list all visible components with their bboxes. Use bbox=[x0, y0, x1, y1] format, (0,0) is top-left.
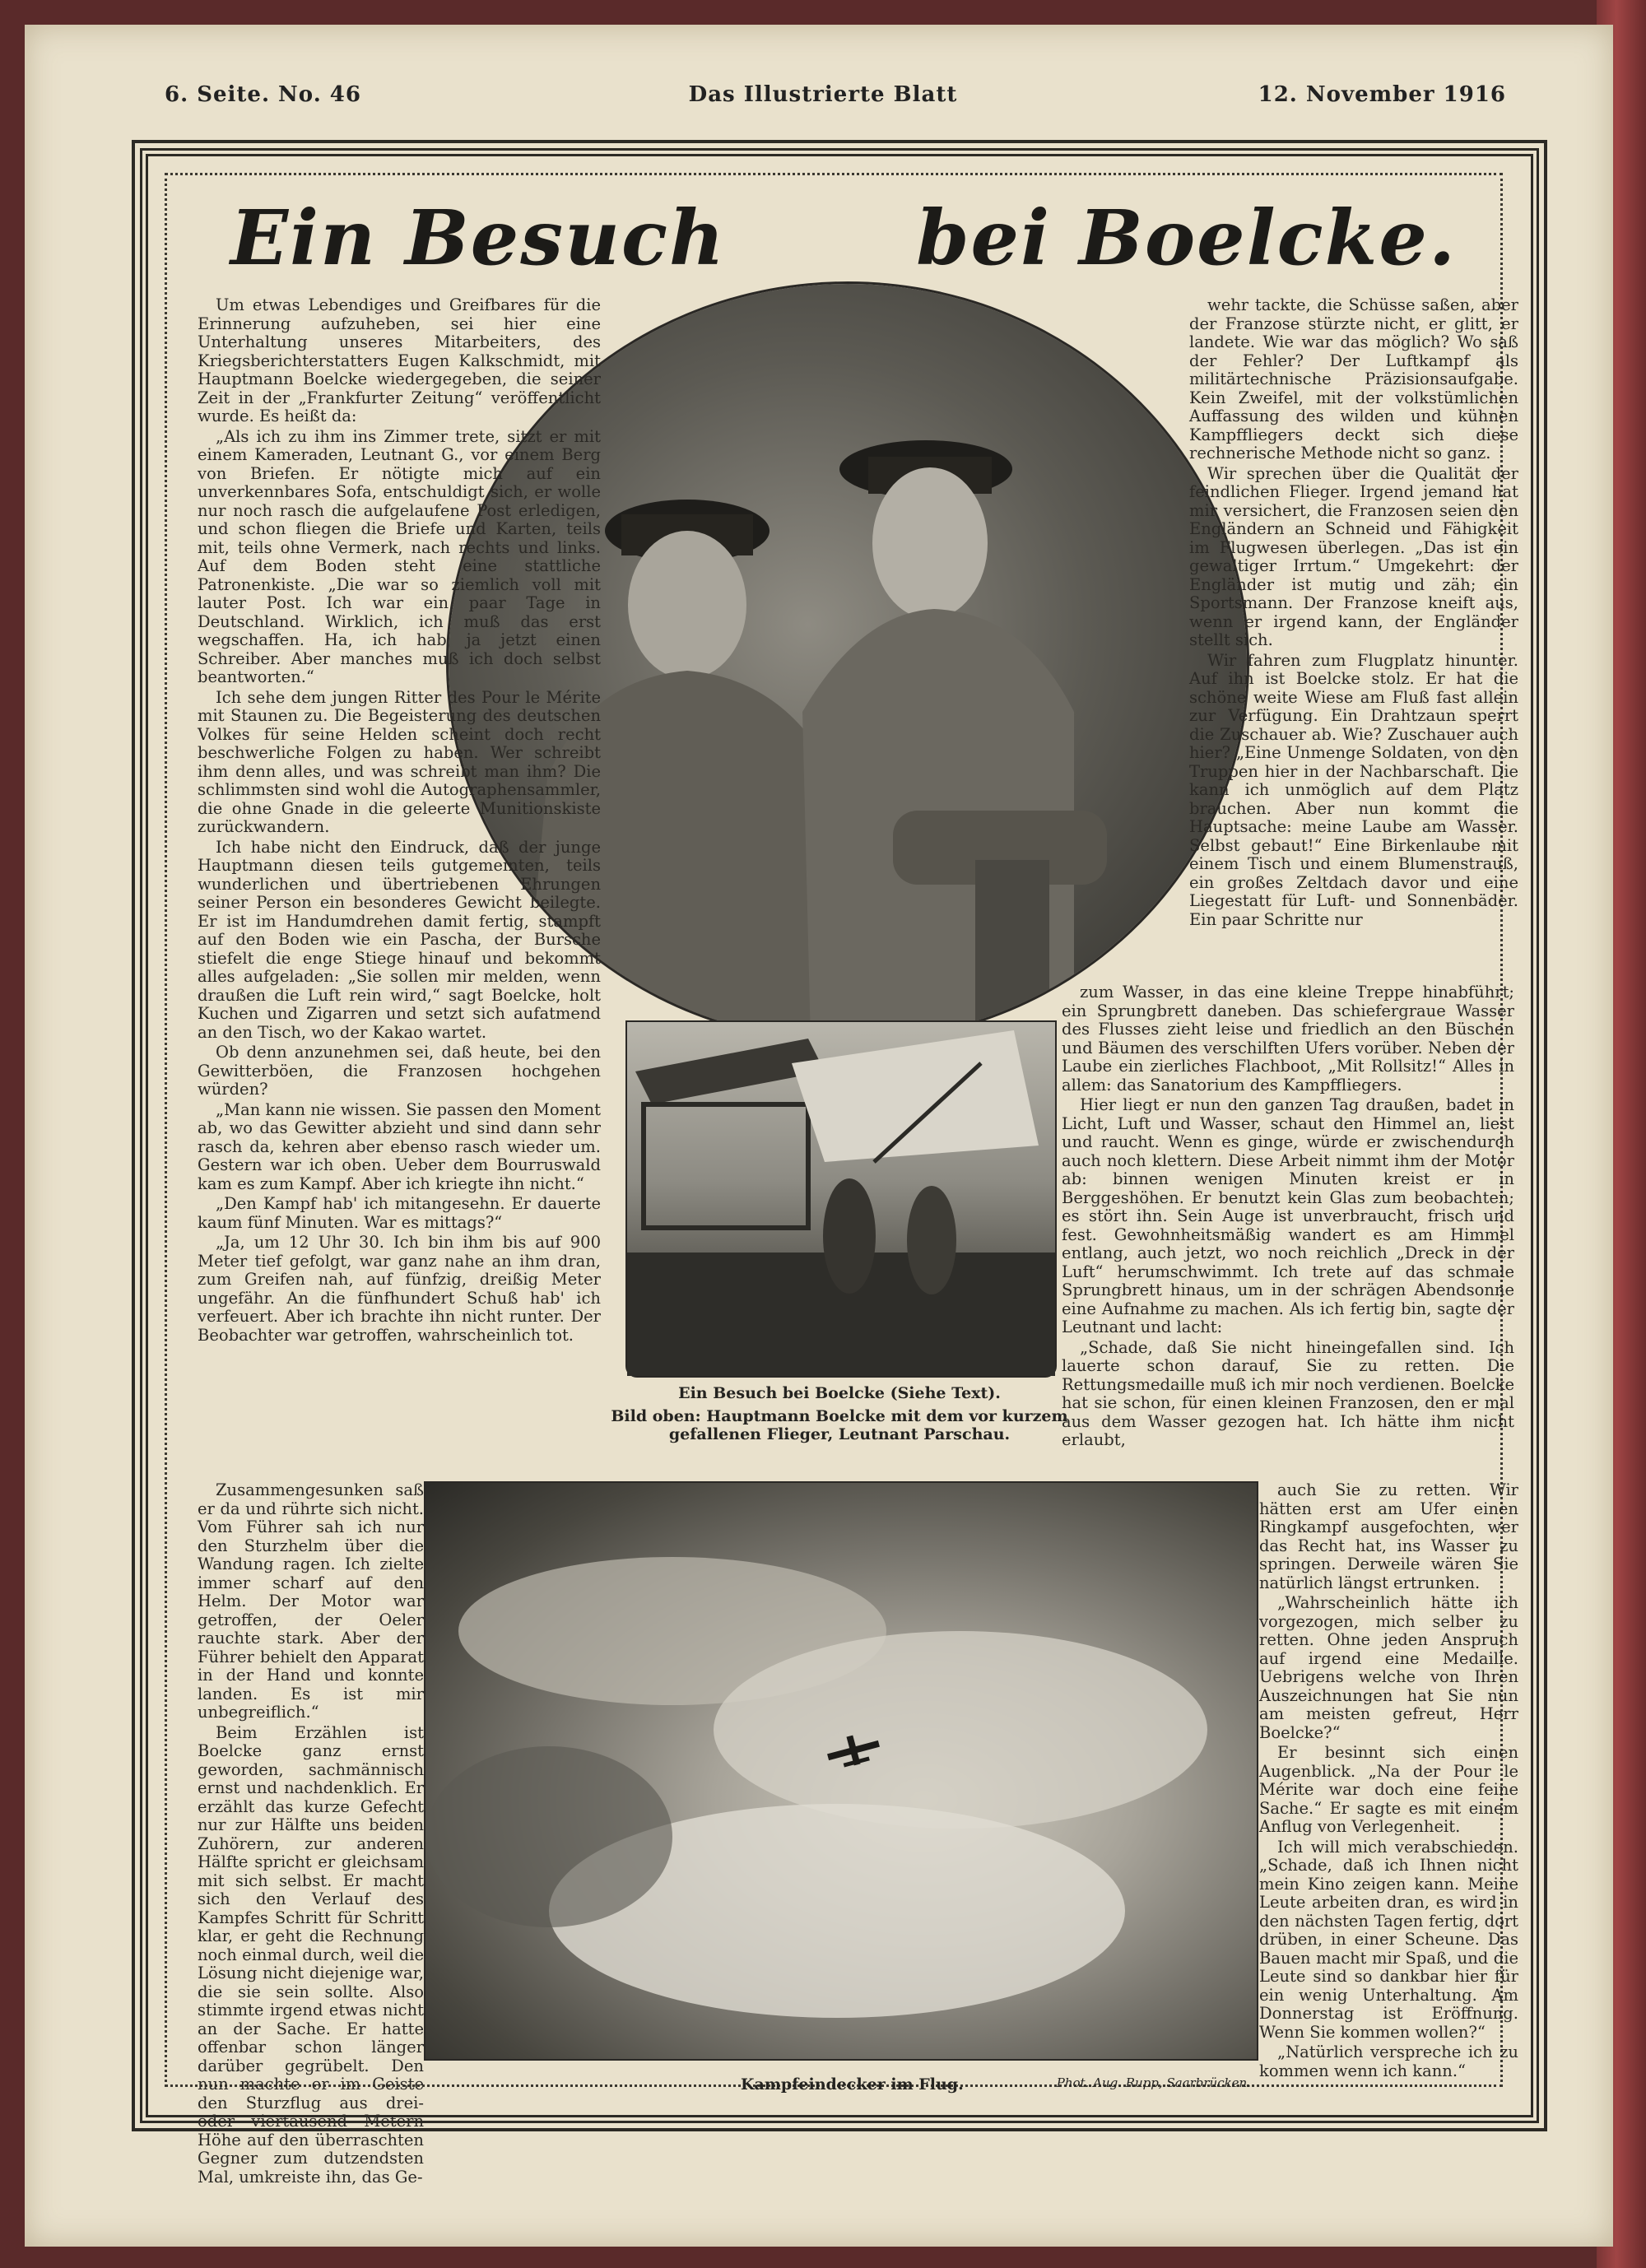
paragraph: Ob denn anzunehmen sei, daß heute, bei den Gewitterböen, die Franzosen hochgehen würden? bbox=[198, 1043, 601, 1099]
paragraph: „Man kann nie wissen. Sie passen den Moment ab, wo das Gewitter abzieht und sind dann sehr rasch da, kehren aber ebenso rasch wieder um. Gestern war ich oben. Ueber dem Bourruswald kam es zum Kampf. Aber ich kriegte ihn nicht.“ bbox=[198, 1099, 601, 1193]
paragraph: „Schade, daß Sie nicht hineingefallen sind. Ich lauerte schon darauf, Sie zu retten. Die Rettungsmedaille muß ich mir noch verdienen. Boelcke hat sie schon, für einen kleinen Franzosen, den er mal aus dem Wasser gezogen hat. Ich hätte ihm nicht erlaubt, bbox=[1062, 1337, 1514, 1449]
paragraph: Hier liegt er nun den ganzen Tag draußen, badet in Licht, Luft und Wasser, schaut den Himmel an, liest und raucht. Wenn es ginge, würde er zwischendurch auch noch klettern. Diese Arbeit nimmt ihm der Motor ab: binnen wenigen Minuten kreist er in Berggeshöhen. Er benutzt kein Glas zum beobachten; es stört ihn. Sein Auge ist unverbraucht, frisch und fest. Gewohnheitsmäßig wandert es am Himmel entlang, auch jetzt, wo noch reichlich „Dreck in der Luft“ herumschwimmt. Ich trete auf das schmale Sprungbrett hinaus, um in der schrägen Abendsonne eine Aufnahme zu machen. Als ich fertig bin, sagte der Leutnant und lacht: bbox=[1062, 1095, 1514, 1336]
camp-photo-caption-title: Ein Besuch bei Boelcke (Siehe Text). bbox=[678, 1384, 1001, 1402]
article-column-left-lower bbox=[198, 1481, 424, 2188]
article-column-right-lower bbox=[1259, 1481, 1518, 2082]
publication-name: Das Illustrierte Blatt bbox=[688, 82, 958, 107]
paragraph: Ich habe nicht den Eindruck, daß der junge Hauptmann diesen teils gutgemeinten, teils wunderlichen und übertriebenen Ehrungen seiner Person ein besonderes Gewicht beilegte. Er ist im Handumdrehen damit fertig, stampft auf den Boden wie ein Pascha, der Bursche stiefelt die enge Stiege hinauf und bekommt alles aufgeladen: „Sie sollen mir melden, wenn draußen die Luft rein wird,“ sagt Boelcke, holt Kuchen und Zigarren und setzt sich aufatmend an den Tisch, wo der Kakao wartet. bbox=[198, 837, 601, 1042]
arbor-scene-illustration bbox=[627, 1022, 1055, 1376]
article-column-right bbox=[1189, 296, 1518, 931]
clouds-and-monoplane bbox=[425, 1483, 1257, 2059]
paragraph: „Als ich zu ihm ins Zimmer trete, sitzt er mit einem Kameraden, Leutnant G., vor einem Berg von Briefen. Er nötigte mich auf ein unverkennbares Sofa, entschuldigt sich, er wolle nur noch rasch die aufgelaufene Post erledigen, und schon fliegen die Briefe und Karten, teils mit, teils ohne Vermerk, nach rechts und links. Auf dem Boden steht eine stattliche Patronenkiste. „Die war so ziemlich voll mit lauter Post. Ich war ein paar Tage in Deutschland. Wirklich, ich muß das erst wegschaffen. Ha, ich hab ja jetzt einen Schreiber. Aber manches muß ich doch selbst beantworten.“ bbox=[198, 426, 601, 686]
issue-date: 12. November 1916 bbox=[1258, 82, 1506, 107]
camp-photo bbox=[625, 1020, 1057, 1378]
article-title-part1: Ein Besuch bbox=[230, 193, 726, 282]
article-column-middle-right bbox=[1062, 983, 1514, 1452]
article-column-left bbox=[198, 296, 601, 1346]
paragraph: wehr tackte, die Schüsse saßen, aber der Franzose stürzte nicht, er glitt, er landete. Wie war das möglich? Wo saß der Fehler? Der Luftkampf als militärtechnische Präzisionsaufgabe. Kein Zweifel, mit der volkstümlichen Auffassung des wilden und kühnen Kampffliegers deckt sich diese rechnerische Methode nicht so ganz. bbox=[1189, 295, 1518, 462]
page-number-issue: 6. Seite. No. 46 bbox=[165, 82, 361, 107]
paragraph: Ich sehe dem jungen Ritter des Pour le Mérite mit Staunen zu. Die Begeisterung des deutschen Volkes für seine Helden scheint doch recht beschwerliche Folgen zu haben. Wer schreibt ihm denn alles, und was schreibt man ihm? Die schlimmsten sind wohl die Autographensammler, die ohne Gnade in die geleerte Munitionskiste zurückwandern. bbox=[198, 687, 601, 836]
paragraph: Wir fahren zum Flugplatz hinunter. Auf ihn ist Boelcke stolz. Er hat die schöne weite Wiese am Fluß fast allein zur Verfügung. Ein Drahtzaun sperrt die Zuschauer ab. Wie? Zuschauer auch hier? „Eine Unmenge Soldaten, von den Truppen hier in der Nachbarschaft. Die kann ich unmöglich auf dem Platz brauchen. Aber nun kommt die Hauptsache: meine Laube am Wasser. Selbst gebaut!“ Eine Birkenlaube mit einem Tisch und einem Blumenstrauß, ein großes Zeltdach davor und eine Liegestatt für Luft- und Sonnenbäder. Ein paar Schritte nur bbox=[1189, 650, 1518, 929]
paragraph: Er besinnt sich einen Augenblick. „Na der Pour le Mérite war doch eine feine Sache.“ Er sagte es mit einem Anflug von Verlegenheit. bbox=[1259, 1743, 1518, 1836]
paragraph: „Natürlich verspreche ich zu kommen wenn ich kann.“ bbox=[1259, 2043, 1518, 2080]
paragraph: Zusammengesunken saß er da und rührte sich nicht. Vom Führer sah ich nur den Sturzhelm über die Wandung ragen. Ich zielte immer scharf auf den Helm. Der Motor war getroffen, der Oeler rauchte stark. Aber der Führer behielt den Apparat in der Hand und konnte landen. Es ist mir unbegreiflich.“ bbox=[198, 1480, 424, 1722]
article-title-part2: bei Boelcke. bbox=[916, 193, 1457, 282]
paragraph: Um etwas Lebendiges und Greifbares für die Erinnerung aufzuheben, sei hier eine Unterhaltung unseres Mitarbeiters, des Kriegsberichterstatters Eugen Kalkschmidt, mit Hauptmann Boelcke wiedergegeben, die seiner Zeit in der „Frankfurter Zeitung“ veröffentlicht wurde. Es heißt da: bbox=[198, 295, 601, 425]
paragraph: „Den Kampf hab' ich mitangesehn. Er dauerte kaum fünf Minuten. War es mittags?“ bbox=[198, 1194, 601, 1232]
paragraph: Wir sprechen über die Qualität der feindlichen Flieger. Irgend jemand hat mir versichert, die Franzosen seien den Engländern an Schneid und Fähigkeit im Flugwesen überlegen. „Das ist ein gewaltiger Irrtum.“ Umgekehrt: der Engländer ist mutig und zäh; ein Sportsmann. Der Franzose kneift aus, wenn er irgend kann, der Engländer stellt sich. bbox=[1189, 463, 1518, 649]
camp-photo-caption bbox=[601, 1384, 1078, 1443]
sky-aircraft-photo bbox=[424, 1481, 1258, 2061]
paragraph: Ich will mich verabschieden. „Schade, daß ich Ihnen nicht mein Kino zeigen kann. Meine Leute arbeiten dran, es wird in den nächsten Tagen fertig, dort drüben, in einer Scheune. Das Bauen macht mir Spaß, und die Leute sind so dankbar hier für ein wenig Unterhaltung. Am Donnerstag ist Eröffnung. Wenn Sie kommen wollen?“ bbox=[1259, 1837, 1518, 2042]
paragraph: „Wahrscheinlich hätte ich vorgezogen, mich selber zu retten. Ohne jeden Anspruch auf irgend eine Medaille. Uebrigens welche von Ihren Auszeichnungen hat Sie nun am meisten gefreut, Herr Boelcke?“ bbox=[1259, 1593, 1518, 1742]
photo-credit: Phot. Aug. Rupp, Saarbrücken. bbox=[1056, 2075, 1251, 2090]
paragraph: zum Wasser, in das eine kleine Treppe hinabführt; ein Sprungbrett daneben. Das schiefergraue Wasser des Flusses zieht leise und friedlich an den Büschen und Bäumen des verschilften Ufers vorüber. Neben der Laube ein zierliches Flachboot, „Mit Rollsitz!“ Alles in allem: das Sanatorium des Kampffliegers. bbox=[1062, 983, 1514, 1094]
paragraph: „Ja, um 12 Uhr 30. Ich bin ihm bis auf 900 Meter tief gefolgt, war ganz nahe an ihm dran, zum Greifen nah, auf fünfzig, dreißig Meter ungefähr. An die fünfhundert Schuß hab' ich verfeuert. Aber ich brachte ihn nicht runter. Der Beobachter war getroffen, wahrscheinlich tot. bbox=[198, 1233, 601, 1345]
paragraph: auch Sie zu retten. Wir hätten erst am Ufer einen Ringkampf ausgefochten, wer das Recht hat, ins Wasser zu springen. Derweile wären Sie natürlich längst ertrunken. bbox=[1259, 1480, 1518, 1592]
camp-photo-caption-desc: Bild oben: Hauptmann Boelcke mit dem vor kurzem gefallenen Flieger, Leutnant Parschau. bbox=[611, 1407, 1068, 1443]
paragraph: Beim Erzählen ist Boelcke ganz ernst geworden, sachmännisch ernst und nachdenklich. Er erzählt das kurze Gefecht nur zur Hälfte uns beiden Zuhörern, zur anderen Hälfte spricht er gleichsam mit sich selbst. Er macht sich den Verlauf des Kampfes Schritt für Schritt klar, er geht die Rechnung noch einmal durch, weil die Lösung nicht diejenige war, die sie sein sollte. Also stimmte irgend etwas nicht an der Sache. Er hatte offenbar schon länger darüber gegrübelt. Den nun machte er im Geiste den Sturzflug aus drei- oder viertausend Metern Höhe auf den überraschten Gegner zum dutzendsten Mal, umkreiste ihn, das Ge- bbox=[198, 1722, 424, 2187]
sky-photo-caption-title: Kampfeindecker im Flug. bbox=[741, 2075, 964, 2094]
